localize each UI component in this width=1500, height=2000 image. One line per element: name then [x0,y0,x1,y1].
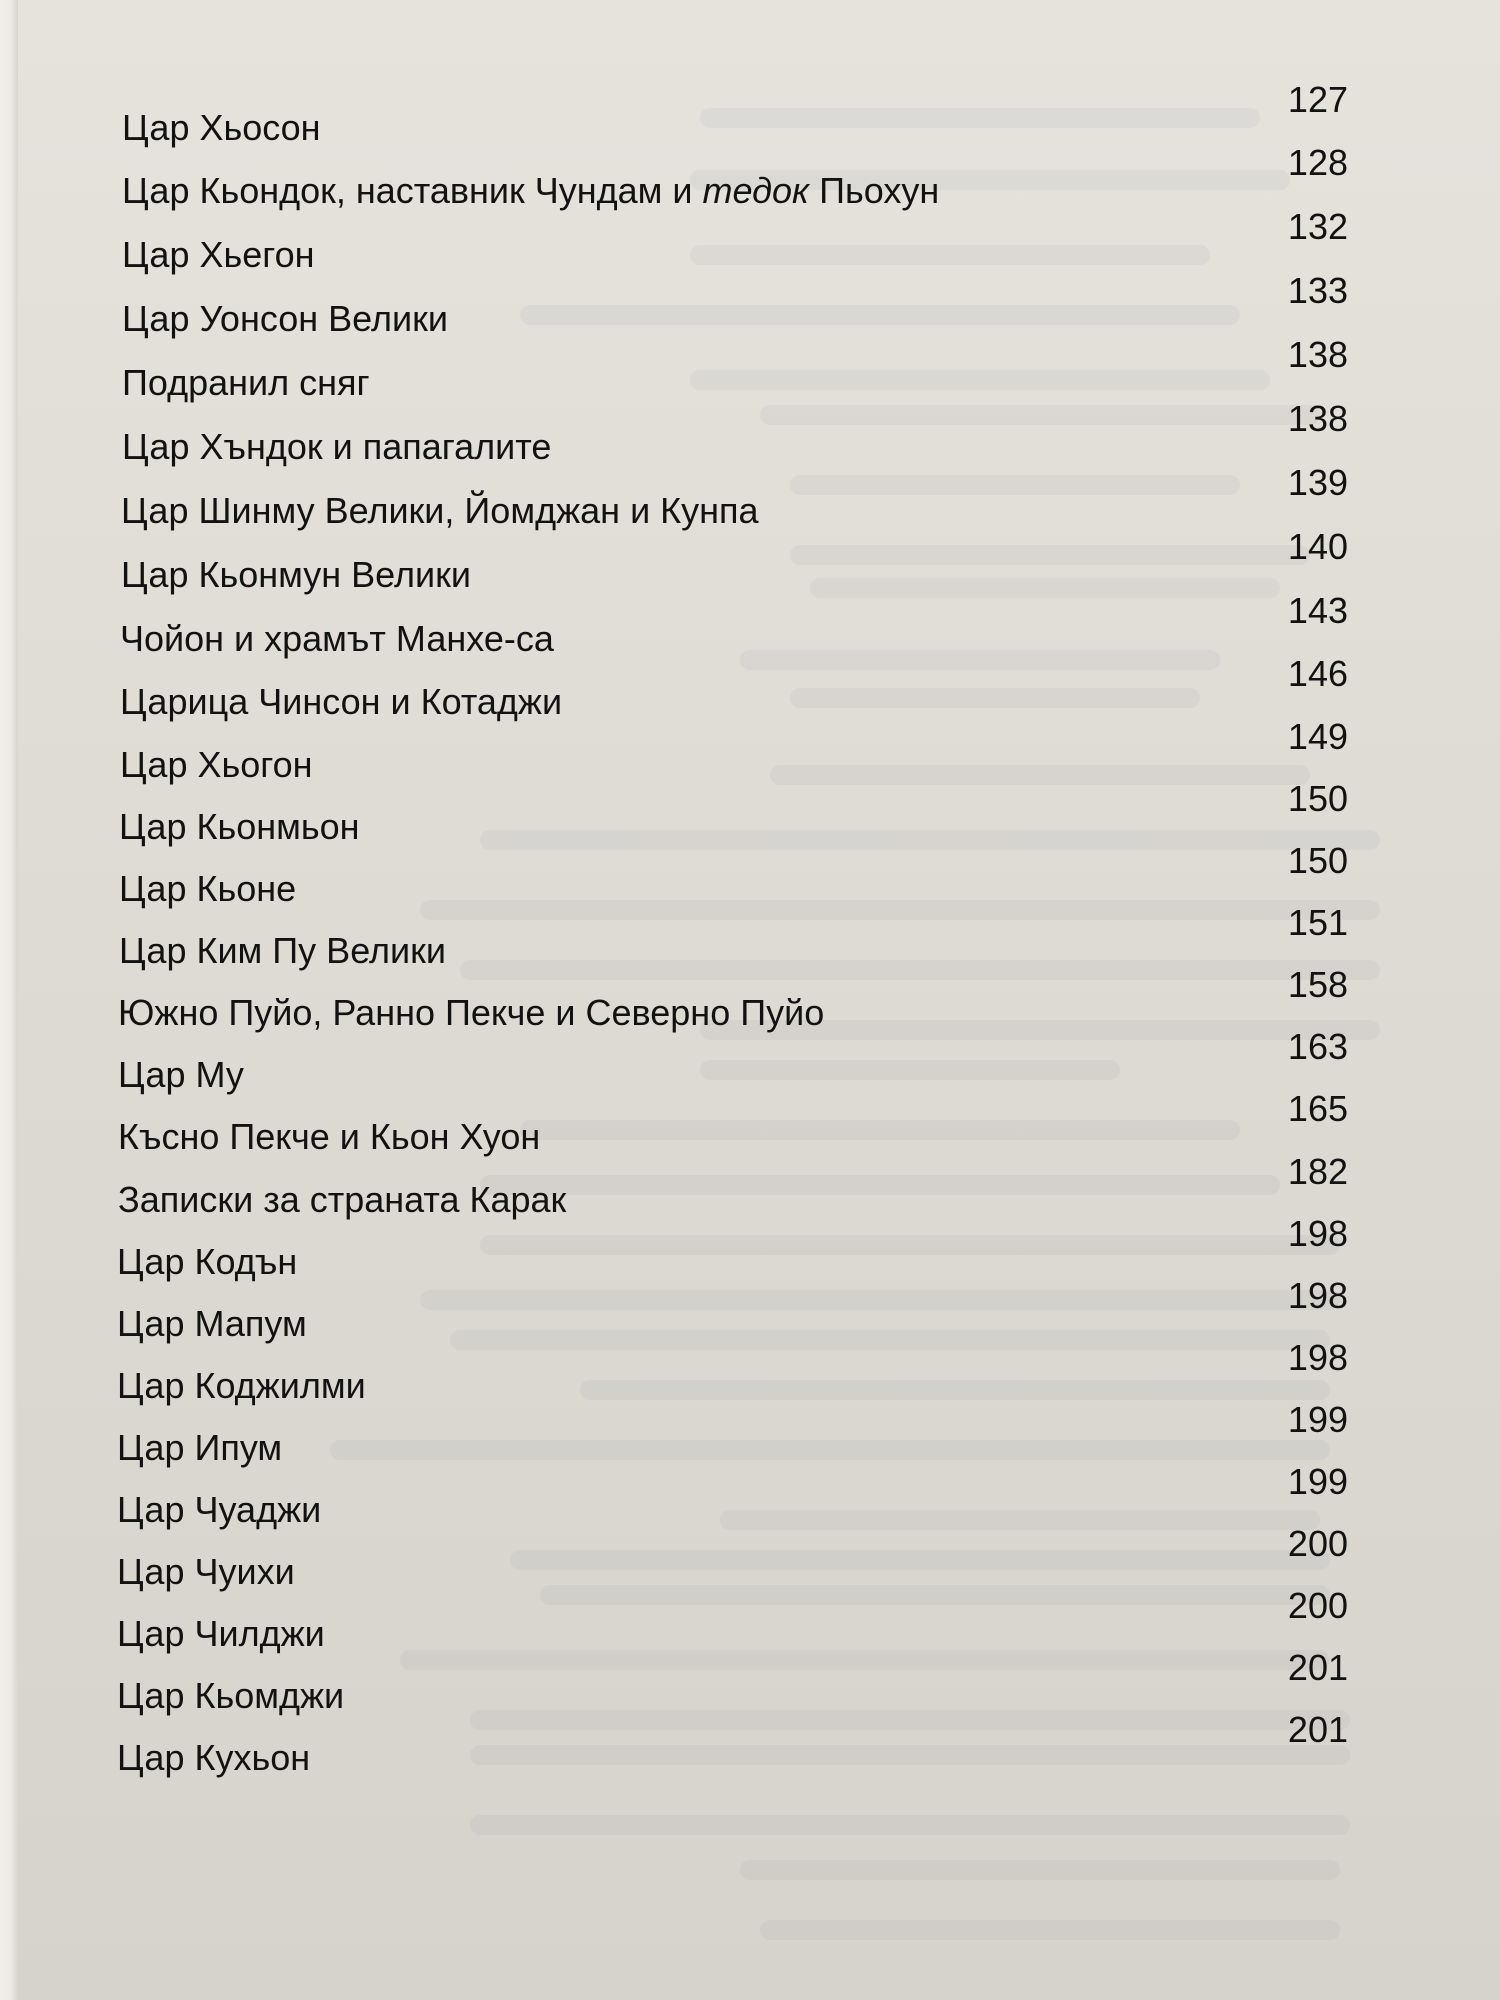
toc-entry [0,1399,1500,1468]
toc-entry-page: 150 [1287,778,1348,819]
toc-entry [0,1026,1500,1095]
toc-entry-title: Подранил сняг [122,362,370,403]
toc-entry-title: Цар Кьоне [119,868,297,909]
toc-entry [0,1647,1500,1716]
toc-entry-page: 182 [1287,1151,1348,1192]
toc-entry-page: 165 [1287,1088,1348,1129]
toc-entry-page: 133 [1287,270,1348,311]
toc-entry [0,1709,1500,1778]
toc-entry-page: 158 [1287,964,1348,1005]
toc-entry-page: 200 [1287,1585,1348,1626]
toc-entry-title: Чойон и храмът Манхе-са [120,618,554,659]
toc-entry-page: 143 [1287,590,1348,631]
toc-entry-title: Цар Хъндок и папагалите [122,426,552,467]
toc-entry-page: 199 [1287,1461,1348,1502]
toc-entry [0,778,1500,847]
toc-entry-title: Цар Чуихи [117,1551,295,1592]
toc-entry-page: 146 [1287,653,1348,694]
toc-entry-page: 138 [1287,398,1348,439]
toc-entry [0,1585,1500,1654]
toc-entry-page: 132 [1287,206,1348,247]
toc-entry [0,1461,1500,1530]
toc-entry-title: Цар Чилджи [117,1613,325,1654]
toc-entry-title: Цар Чуаджи [117,1489,322,1530]
toc-entry [0,206,1500,275]
toc-entry [0,716,1500,785]
toc-entry-title: Цар Хьегон [122,234,315,275]
toc-entry [0,1275,1500,1344]
toc-entry-title [122,171,939,211]
toc-entry-page: 151 [1287,902,1348,943]
toc-entry-title: Цар Шинму Велики, Йомджан и Кунпа [121,490,759,531]
toc-entry-title-part: Пьохун [809,170,940,211]
toc-entry-title: Цар Кухьон [117,1737,311,1778]
toc-entry [0,79,1500,148]
toc-entry [0,1523,1500,1592]
toc-entry-title-italic: тедок [702,170,810,211]
toc-entry-page: 198 [1287,1213,1348,1254]
toc-entry [0,1151,1500,1220]
toc-entry-page: 199 [1287,1399,1348,1440]
toc-entry [0,142,1500,211]
toc-entry-page: 201 [1287,1647,1348,1688]
toc-entry [0,964,1500,1033]
toc-entry [0,398,1500,467]
toc-entry-title: Цар Уонсон Велики [122,298,448,339]
toc-entry-title: Цар Ким Пу Велики [119,930,446,971]
toc-entry-title: Цар Кьонмьон [119,806,360,847]
toc-entry-page: 201 [1287,1709,1348,1750]
toc-entry [0,270,1500,339]
toc-entry [0,1337,1500,1406]
toc-entry [0,1213,1500,1282]
toc-entry-title: Цар Кьонмун Велики [121,554,471,595]
toc-entry-page: 200 [1287,1523,1348,1564]
toc-entry-title: Цар Ипум [117,1427,283,1468]
toc-entry-title-part: Цар Кьондок, наставник Чундам и [122,170,703,211]
toc-entry-page: 127 [1287,79,1348,120]
toc-entry-title: Цар Кьомджи [117,1675,345,1716]
toc-entry-page: 140 [1287,526,1348,567]
toc-entry [0,526,1500,595]
toc-entry-page: 163 [1287,1026,1348,1067]
toc-entry-page: 128 [1287,142,1348,183]
toc-entry-title: Цар Хьогон [120,744,313,785]
toc-entry-page: 198 [1287,1275,1348,1316]
toc-entry-title: Цар Кодън [117,1241,298,1282]
toc-entry [0,334,1500,403]
toc-entry [0,902,1500,971]
toc-entry-page: 149 [1287,716,1348,757]
toc-entry-page: 139 [1287,462,1348,503]
toc-entry-title: Късно Пекче и Кьон Хуон [118,1116,541,1157]
toc-entry-page: 150 [1287,840,1348,881]
toc-entry [0,653,1500,722]
toc-entry-title: Цар Коджилми [117,1365,366,1406]
toc-entry-title: Южно Пуйо, Ранно Пекче и Северно Пуйо [118,992,825,1033]
toc-entry-title: Записки за страната Карак [118,1179,567,1220]
toc-entry-title: Цар Хьосон [122,107,321,148]
toc-entry [0,590,1500,659]
toc-entry [0,840,1500,909]
toc-entry [0,462,1500,531]
toc-entry-page: 198 [1287,1337,1348,1378]
toc-entry-title: Цар Му [118,1054,244,1095]
toc-entry-page: 138 [1287,334,1348,375]
toc-entry [0,1088,1500,1157]
toc-entry-title: Цар Мапум [117,1303,307,1344]
toc-entry-title: Царица Чинсон и Котаджи [120,681,563,722]
